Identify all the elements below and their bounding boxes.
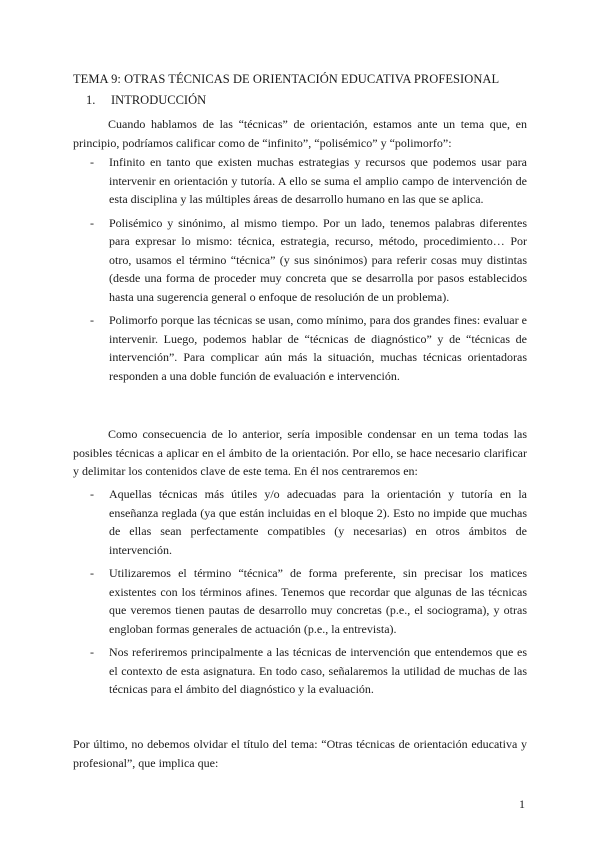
list-dash: - [90, 215, 94, 230]
list-item-text: Aquellas técnicas más útiles y/o adecuadas para la orientación y tutoría en la enseñanza reglada (ya que están incluidas en el bloque 2). Esto no impide que muchas de ellas sean perfectamente compatibles (y necesarias) en otros ámbitos de intervención. [109, 487, 527, 557]
section-heading [86, 93, 206, 108]
definitions-list [73, 153, 527, 390]
list-item [73, 643, 527, 699]
list-item [73, 311, 527, 385]
list-dash: - [90, 313, 94, 327]
consequence-paragraph: Como consecuencia de lo anterior, sería imposible condensar en un tema todas las posibles técnicas a aplicar en el ámbito de la orientación. Por ello, se hace necesario clarificar y delimitar los contenidos clave de este tema. En él nos centraremos en: [73, 427, 527, 478]
list-item-text: Polimorfo porque las técnicas se usan, como mínimo, para dos grandes fines: evaluar e intervenir. Luego, podemos hablar de “técnicas de diagnóstico” y de “técnicas de intervención”. Para complicar aún más la situación, muchas técnicas orientadoras responden a una doble función de evaluación e intervención. [109, 313, 527, 383]
list-item [73, 214, 527, 307]
list-item-text: Polisémico y sinónimo, al mismo tiempo. Por un lado, tenemos palabras diferentes para expresar lo mismo: técnica, estrategia, recurso, método, procedimiento… Por otro, usamos el término “técnica” (y sus sinónimos) para referir cosas muy distintas (desde una forma de proceder muy concreta que se desarrolla por pasos establecidos hasta una sugerencia general o enfoque de resolución de un problema). [109, 215, 527, 304]
list-item [73, 485, 527, 559]
page-number: 1 [519, 797, 525, 811]
list-item [73, 564, 527, 638]
document-title: TEMA 9: OTRAS TÉCNICAS DE ORIENTACIÓN EDUCATIVA PROFESIONAL [73, 72, 500, 86]
list-dash: - [90, 645, 94, 659]
list-dash: - [90, 566, 94, 580]
focus-list [73, 485, 527, 704]
list-item [73, 153, 527, 209]
list-item-text: Nos referiremos principalmente a las técnicas de intervención que entendemos que es el contexto de esta asignatura. En todo caso, señalaremos la utilidad de muchas de las técnicas para el ámbito del diagnóstico y la evaluación. [109, 645, 527, 696]
list-dash: - [90, 487, 94, 501]
list-item-text: Utilizaremos el término “técnica” de forma preferente, sin precisar los matices existentes con los términos afines. Tenemos que recordar que algunas de las técnicas que veremos tienen pautas de desarrollo muy concretas (p.e., el sociograma), y otras engloban formas generales de actuación (p.e., la entrevista). [109, 566, 527, 636]
section-title: INTRODUCCIÓN [111, 93, 207, 107]
final-paragraph: Por último, no debemos olvidar el título del tema: “Otras técnicas de orientación educativa y profesional”, que implica que: [73, 737, 527, 770]
list-dash: - [90, 155, 94, 169]
section-number: 1. [86, 93, 96, 107]
intro-paragraph: Cuando hablamos de las “técnicas” de orientación, estamos ante un tema que, en principio, podríamos calificar como de “infinito”, “polisémico” y “polimorfo”: [73, 117, 527, 150]
list-item-text: Infinito en tanto que existen muchas estrategias y recursos que podemos usar para intervenir en orientación y tutoría. A ello se suma el amplio campo de intervención de esta disciplina y las múltiples áreas de desarrollo humano en las que se aplica. [109, 155, 527, 206]
